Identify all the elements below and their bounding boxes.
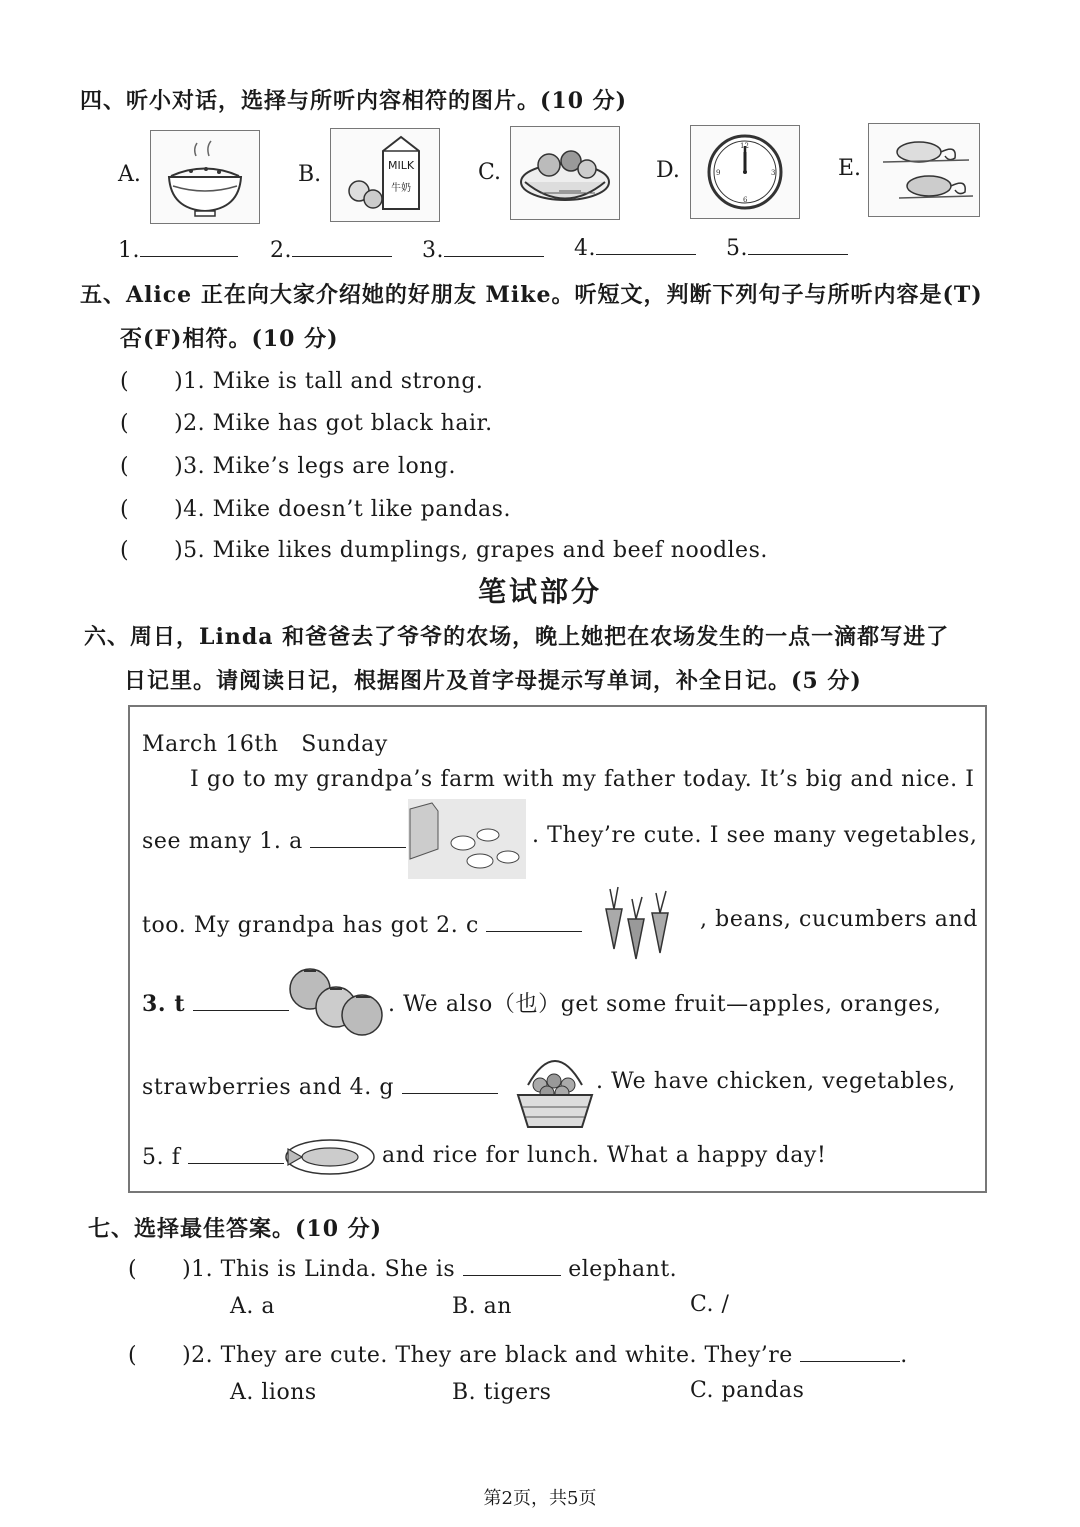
rice-bowl-image — [150, 130, 260, 224]
tf-item-5: ( )5. Mike likes dumplings, grapes and beef noodles. — [120, 538, 768, 563]
option-c-label: C. — [478, 160, 502, 185]
q2-option-c: C. pandas — [690, 1378, 805, 1403]
option-d-label: D. — [656, 158, 680, 183]
q1-option-c: C. / — [690, 1292, 730, 1317]
part5-title-line1: 五、Alice 正在向大家介绍她的好朋友 Mike。听短文，判断下列句子与所听内容是(T) — [80, 282, 983, 308]
diary-line-5b: . We have chicken, vegetables, — [596, 1069, 956, 1094]
fish-plate-image — [280, 1137, 376, 1177]
diary-line-4a: 3. t — [142, 991, 289, 1017]
page-footer: 第2页，共5页 — [483, 1488, 597, 1509]
option-b-label: B. — [298, 162, 322, 187]
diary-line-5a: strawberries and 4. g — [142, 1075, 498, 1100]
clock-image — [690, 125, 800, 219]
mc-q2: ( )2. They are cute. They are black and white. They’re . — [128, 1343, 908, 1368]
written-section-title: 笔试部分 — [477, 575, 602, 608]
part6-title-line1: 六、周日，Linda 和爸爸去了爷爷的农场，晚上她把在农场发生的一点一滴都写进了 — [84, 624, 950, 650]
chameleons-image — [868, 123, 980, 217]
milk-eggs-image — [330, 128, 440, 222]
diary-box — [128, 705, 987, 1193]
grapes-basket-image — [510, 1041, 600, 1131]
carrots-image — [592, 879, 688, 961]
option-e-label: E. — [838, 156, 862, 181]
part5-title-line2: 否(F)相符。(10 分) — [120, 326, 339, 352]
answer-5: 5. — [726, 236, 848, 261]
answer-2: 2. — [270, 238, 392, 263]
tf-item-3: ( )3. Mike’s legs are long. — [120, 454, 456, 479]
tf-item-1: ( )1. Mike is tall and strong. — [120, 369, 484, 394]
milk-text: MILK — [388, 159, 415, 172]
tf-item-4: ( )4. Mike doesn’t like pandas. — [120, 497, 511, 522]
vegetable-basket-image — [510, 126, 620, 220]
milk-cn-text: 牛奶 — [391, 183, 411, 194]
diary-line-1: I go to my grandpa’s farm with my father today. It’s big and nice. I — [190, 767, 975, 792]
part7-title: 七、选择最佳答案。(10 分) — [88, 1216, 383, 1242]
svg-text:3: 3 — [771, 169, 776, 177]
diary-line-6a: 5. f — [142, 1145, 284, 1170]
diary-line-3b: , beans, cucumbers and — [700, 907, 978, 932]
diary-date: March 16th Sunday — [142, 732, 388, 757]
tf-item-2: ( )2. Mike has got black hair. — [120, 411, 493, 436]
part4-title: 四、听小对话，选择与所听内容相符的图片。(10 分) — [80, 88, 628, 114]
svg-text:6: 6 — [743, 196, 748, 204]
answer-1: 1. — [118, 238, 238, 263]
svg-text:9: 9 — [716, 169, 721, 177]
q2-option-a: A. lions — [230, 1380, 317, 1405]
diary-line-3a: too. My grandpa has got 2. c — [142, 913, 582, 938]
option-a-label: A. — [118, 162, 141, 187]
part6-title-line2: 日记里。请阅读日记，根据图片及首字母提示写单词，补全日记。(5 分) — [124, 668, 862, 694]
tomatoes-image — [284, 963, 384, 1039]
answer-3: 3. — [422, 238, 544, 263]
diary-line-2b: . They’re cute. I see many vegetables, — [532, 823, 978, 848]
diary-line-2a: see many 1. a — [142, 829, 406, 854]
diary-line-6b: and rice for lunch. What a happy day! — [382, 1143, 827, 1168]
mc-q1: ( )1. This is Linda. She is elephant. — [128, 1257, 678, 1282]
q1-option-b: B. an — [452, 1294, 512, 1319]
q2-option-b: B. tigers — [452, 1380, 552, 1405]
q1-option-a: A. a — [230, 1294, 275, 1319]
svg-text:12: 12 — [740, 142, 749, 150]
diary-line-4b: . We also（也）get some fruit—apples, oranges, — [388, 992, 942, 1017]
sheep-image — [408, 799, 526, 879]
answer-4: 4. — [574, 236, 696, 261]
